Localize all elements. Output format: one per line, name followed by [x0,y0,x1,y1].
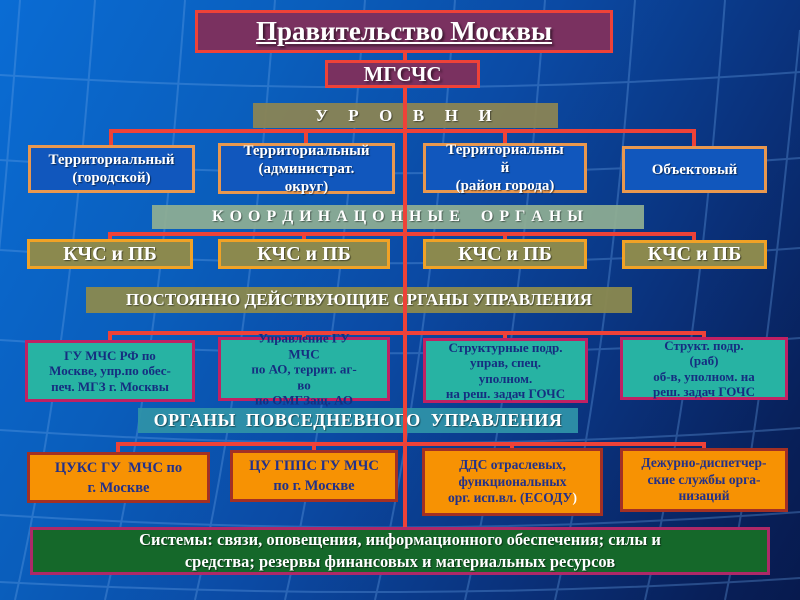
daily-box-dds-esodu: ДДС отраслевых, функциональных орг. исп.вл. (ЕСОДУ) [422,448,603,516]
footer-systems-bar: Системы: связи, оповещения, информационного обеспечения; силы и средства; резервы финансовых и материальных ресурсов [30,527,770,575]
kchs-box-2: КЧС и ПБ [218,239,390,269]
page-title: Правительство Москвы [255,16,553,46]
daily-management-header-bar: ОРГАНЫ ПОВСЕДНЕВНОГО УПРАВЛЕНИЯ [138,408,578,433]
level-box-territorial-rayon: Территориальны й (район города) [423,143,587,193]
level-box-object: Объектовый [622,146,767,193]
mgschs-box [325,60,480,88]
perm-box-structural-subdivisions: Структурные подр. управ, спец. уполном. на реш. задач ГОЧС [423,338,588,403]
mgschs-label: МГСЧС [363,61,442,86]
daily-box-dispatcher-services: Дежурно-диспетчер- ские службы орга- низаций [620,448,788,512]
level-box-territorial-city: Территориальный (городской) [28,145,195,193]
levels-header-bar: У Р О В Н И [253,103,558,128]
esodu-white-paren: ) [572,490,577,506]
permanent-organs-header-bar: ПОСТОЯННО ДЕЙСТВУЮЩИЕ ОРГАНЫ УПРАВЛЕНИЯ [86,287,632,313]
kchs-box-1: КЧС и ПБ [27,239,193,269]
perm-box-upravlenie-gu-mchs: Управление ГУ МЧС по АО, террит. аг- во по ОМГЗащ. АО [218,337,390,401]
perm-box-struct-podr-org: Структ. подр. (раб) об-в, уполном. на реш. задач ГОЧС [620,337,788,400]
level-box-territorial-admin-okrug: Территориальный (администрат. округ) [218,143,395,194]
daily-box-cuks: ЦУКС ГУ МЧС по г. Москве [27,452,210,503]
coordination-organs-header-bar: К О О Р Д И Н А Ц О Н Н Ы Е О Р Г А Н Ы [152,205,644,229]
perm-box-gu-mchs-rf: ГУ МЧС РФ по Москве, упр.по обес- печ. МГЗ г. Москвы [25,340,195,402]
kchs-box-3: КЧС и ПБ [423,239,587,269]
daily-box-cu-gpps: ЦУ ГППС ГУ МЧС по г. Москве [230,450,398,502]
kchs-box-4: КЧС и ПБ [622,240,767,269]
title-box [195,10,613,53]
